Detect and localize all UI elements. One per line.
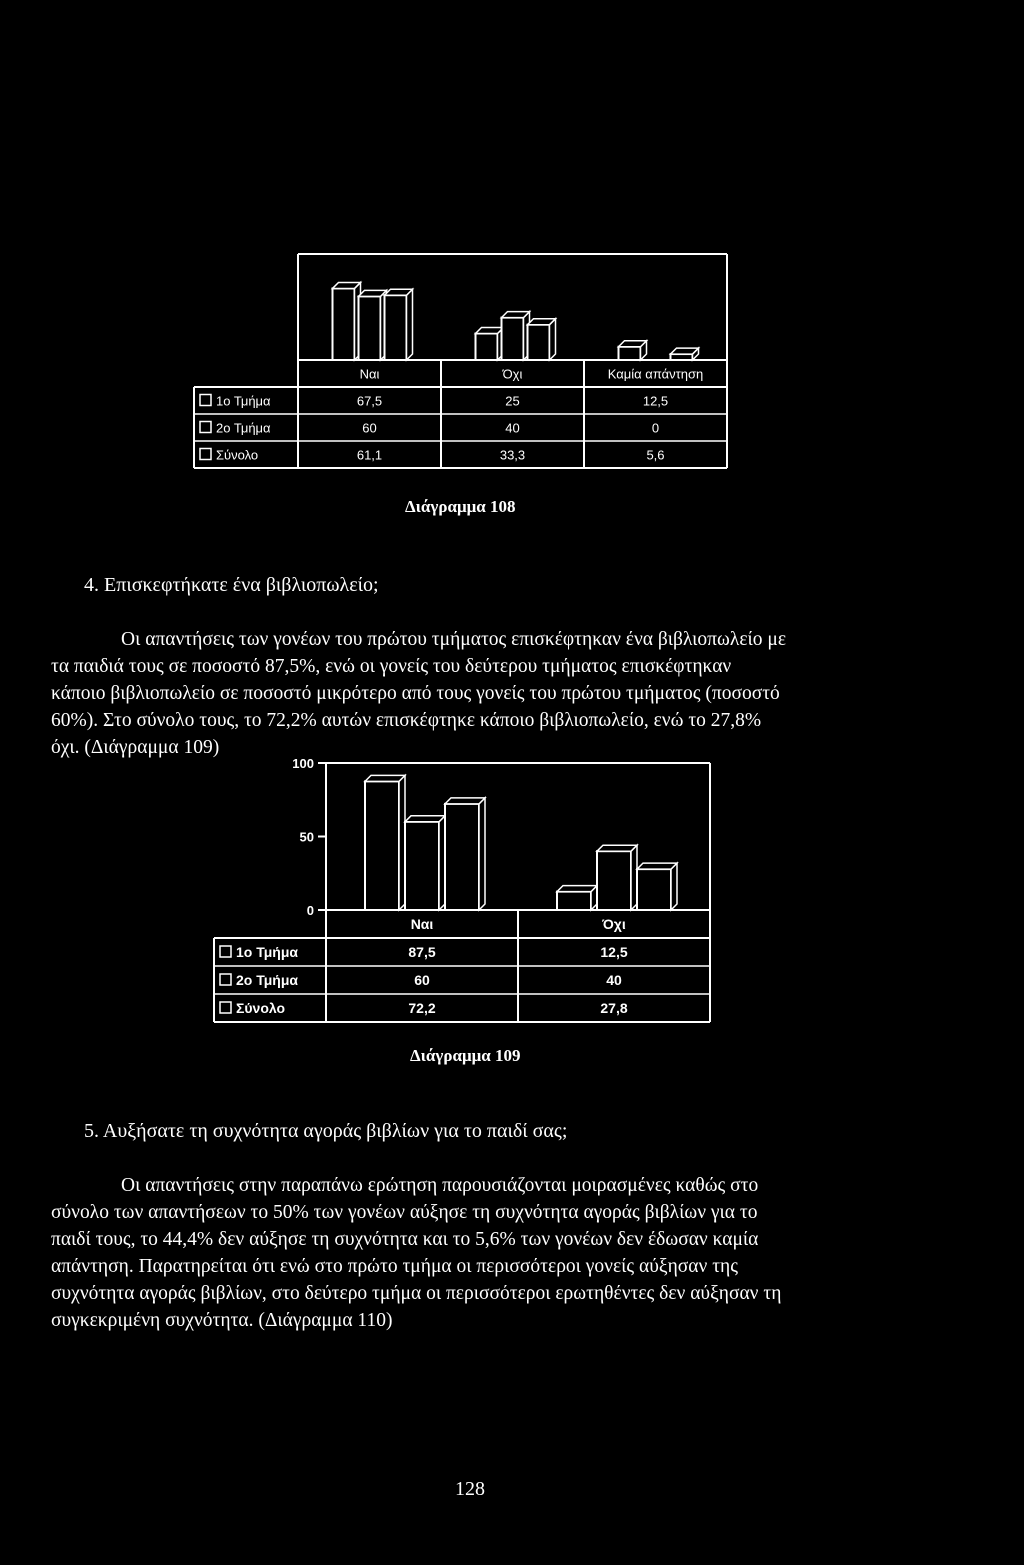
bar-top — [385, 289, 413, 295]
bar — [445, 804, 479, 910]
bar — [476, 334, 498, 361]
bar — [333, 288, 355, 360]
data-label: 87,5 — [408, 944, 436, 960]
bar-side — [479, 798, 485, 910]
bar-top — [557, 886, 597, 892]
section-4-paragraph — [51, 626, 889, 761]
y-tick-label: 50 — [299, 829, 314, 845]
paragraph-line: συγκεκριμένη συχνότητα. (Διάγραμμα 110) — [51, 1310, 393, 1331]
bar-side — [407, 289, 413, 360]
bar-top — [637, 863, 677, 869]
y-tick-label: 0 — [306, 903, 314, 918]
data-label: 61,1 — [356, 447, 383, 463]
row-label: 2ο Τμήμα — [216, 420, 271, 436]
paragraph-line: 60%). Στο σύνολο τους, το 72,2% αυτών επισκέφτηκε κάποιο βιβλιοπωλείο, ενώ το 27,8% — [51, 710, 762, 731]
column-header: Ναι — [410, 916, 434, 932]
bar — [528, 325, 550, 360]
row-label: Σύνολο — [216, 447, 259, 463]
row-label: 2ο Τμήμα — [236, 972, 299, 988]
bar-top — [445, 798, 485, 804]
row-label: 1ο Τμήμα — [236, 944, 299, 960]
legend-swatch — [220, 1002, 231, 1013]
data-label: 12,5 — [642, 393, 669, 409]
bar — [502, 318, 524, 360]
diagram-109-caption: Διάγραμμα 109 — [410, 1046, 521, 1065]
paragraph-line: απάντηση. Παρατηρείται ότι ενώ στο πρώτο τμήμα οι περισσότεροι γονείς αύξησαν της — [51, 1256, 738, 1277]
chart-108-svg — [190, 240, 735, 480]
chart-109-svg — [210, 755, 730, 1045]
data-label: 60 — [414, 972, 430, 988]
column-header: Όχι — [502, 366, 523, 382]
row-label: 1ο Τμήμα — [216, 393, 271, 409]
diagram-109 — [210, 755, 730, 1050]
paragraph-line: συχνότητα αγοράς βιβλίων, στο δεύτερο τμήμα οι περισσότεροι ερωτηθέντες δεν αύξησαν τη — [51, 1283, 782, 1304]
data-label: 25 — [505, 393, 520, 409]
page-number: 128 — [455, 1478, 485, 1500]
data-label: 0 — [651, 420, 660, 436]
data-label: 33,3 — [499, 447, 526, 463]
data-label: 12,5 — [600, 944, 628, 960]
paragraph-line: όχι. (Διάγραμμα 109) — [51, 737, 220, 758]
bar — [405, 822, 439, 910]
bar-top — [619, 341, 647, 347]
legend-swatch — [220, 974, 231, 985]
bar-side — [550, 319, 556, 360]
paragraph-line: Οι απαντήσεις στην παραπάνω ερώτηση παρουσιάζονται μοιρασμένες καθώς στο — [121, 1175, 759, 1196]
column-header: Όχι — [602, 916, 626, 932]
bar — [365, 781, 399, 910]
paragraph-line: παιδί τους, το 44,4% δεν αύξησε τη συχνότητα και το 5,6% των γονέων δεν έδωσαν καμία — [51, 1229, 759, 1250]
bar — [597, 851, 631, 910]
bar-top — [502, 312, 530, 318]
data-label: 5,6 — [646, 447, 665, 463]
diagram-108 — [190, 240, 735, 485]
paragraph-line: τα παιδιά τους σε ποσοστό 87,5%, ενώ οι γονείς του δεύτερου τμήματος επισκέφτηκαν — [51, 656, 732, 677]
data-label: 40 — [606, 972, 622, 988]
bar-top — [359, 290, 387, 296]
legend-swatch — [220, 946, 231, 957]
data-label: 40 — [505, 420, 520, 436]
paragraph-line: σύνολο των απαντήσεων το 50% των γονέων αύξησε τη συχνότητα αγοράς βιβλίων για το — [51, 1202, 758, 1223]
column-header: Καμία απάντηση — [607, 366, 704, 382]
bar-side — [671, 863, 677, 910]
data-label: 27,8 — [600, 1000, 628, 1016]
paragraph-line: Οι απαντήσεις των γονέων του πρώτου τμήματος επισκέφτηκαν ένα βιβλιοπωλείο με — [121, 629, 787, 650]
data-label: 60 — [362, 420, 377, 436]
column-header: Ναι — [359, 366, 380, 382]
section-5-heading: 5. Αυξήσατε τη συχνότητα αγοράς βιβλίων για το παιδί σας; — [84, 1120, 568, 1142]
paragraph-line: κάποιο βιβλιοπωλείο σε ποσοστό μικρότερο από τους γονείς του πρώτου τμήματος (ποσοστό — [51, 683, 780, 704]
section-5-paragraph — [51, 1172, 889, 1334]
bar — [619, 347, 641, 360]
bar-top — [405, 816, 445, 822]
bar-top — [528, 319, 556, 325]
bar-top — [365, 775, 405, 781]
diagram-108-caption: Διάγραμμα 108 — [405, 497, 516, 516]
bar — [637, 869, 671, 910]
bar-top — [476, 328, 504, 334]
row-label: Σύνολο — [236, 1000, 286, 1016]
bar-top — [597, 845, 637, 851]
bar — [557, 892, 591, 910]
bar — [359, 296, 381, 360]
bar-top — [333, 282, 361, 288]
legend-swatch — [200, 449, 211, 460]
bar — [385, 295, 407, 360]
data-label: 67,5 — [356, 393, 383, 409]
legend-swatch — [200, 395, 211, 406]
section-4-heading: 4. Επισκεφτήκατε ένα βιβλιοπωλείο; — [84, 574, 379, 596]
legend-swatch — [200, 422, 211, 433]
bar-top — [671, 348, 699, 354]
y-tick-label: 100 — [292, 756, 314, 771]
data-label: 72,2 — [408, 1000, 436, 1016]
